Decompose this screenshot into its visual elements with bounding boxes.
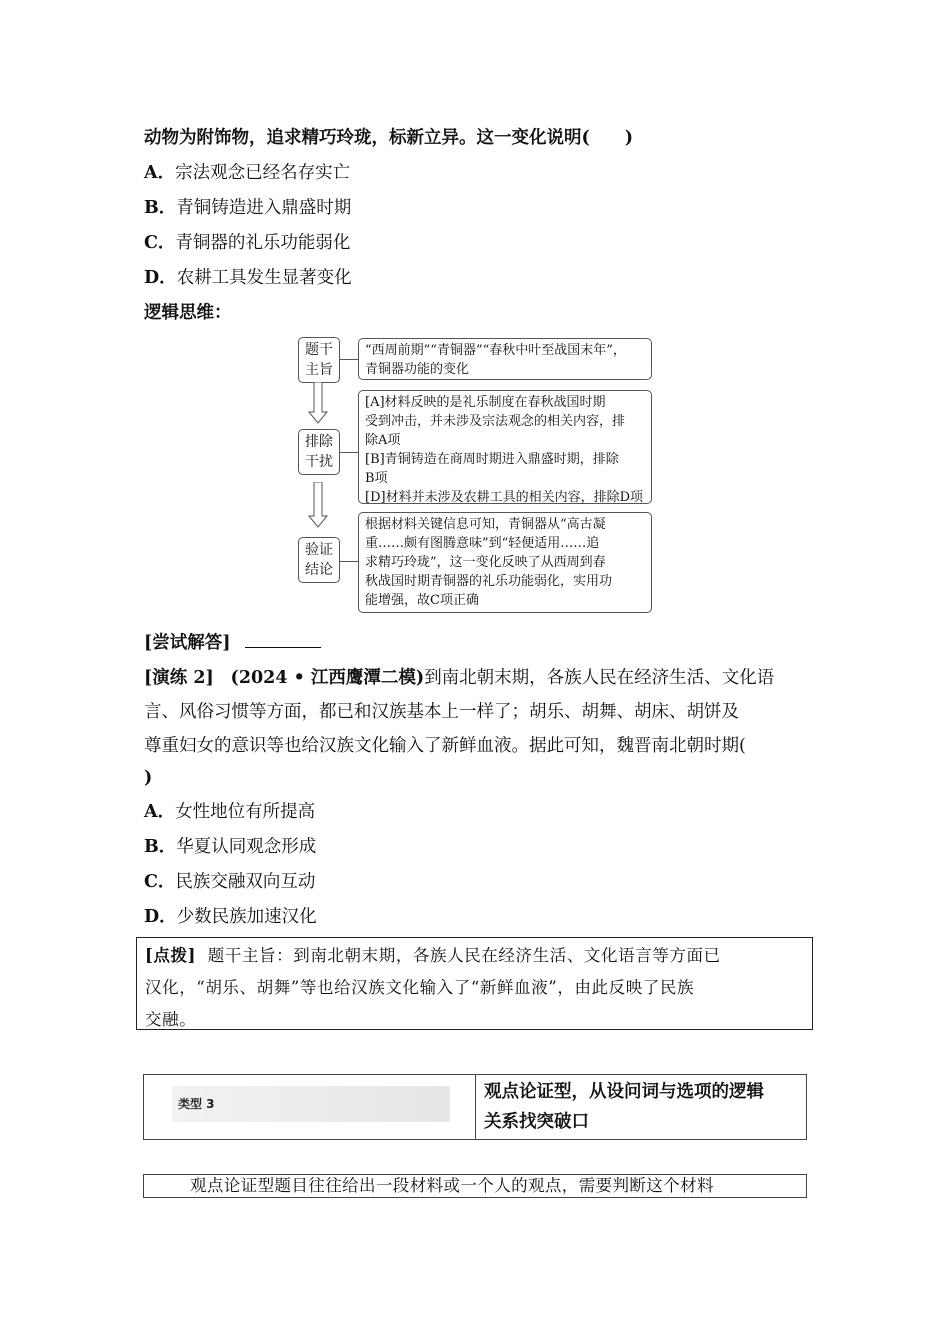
step-verify xyxy=(298,537,340,583)
hint-line xyxy=(145,940,804,972)
step-line: 排除 xyxy=(305,434,333,450)
step-exclude xyxy=(298,429,340,475)
box-line: [A]材料反映的是礼乐制度在春秋战国时期 xyxy=(365,395,606,410)
box-line: “西周前期”“青铜器”“春秋中叶至战国末年”， xyxy=(365,343,626,358)
hint-text: 题干主旨：到南北朝末期，各族人民在经济生活、文化语言等方面已 xyxy=(207,946,721,965)
connector xyxy=(339,452,358,453)
step-line: 结论 xyxy=(305,562,333,578)
option-letter: C． xyxy=(144,872,176,892)
question-text: 到南北朝末期，各族人民在经济生活、文化语 xyxy=(424,668,775,688)
box-line: 受到冲击，并未涉及宗法观念的相关内容，排 xyxy=(365,414,626,429)
box-line: 能增强，故C项正确 xyxy=(365,593,479,608)
drill-label: [演练 2] xyxy=(144,668,214,688)
hint-line: 汉化，“胡乐、胡舞”等也给汉族文化输入了“新鲜血液”，由此反映了民族 xyxy=(145,978,695,997)
q1-option-c[interactable] xyxy=(144,231,350,255)
step-line: 主旨 xyxy=(305,362,333,378)
question1-stem: 动物为附饰物，追求精巧玲珑，标新立异。这一变化说明( ) xyxy=(144,128,634,148)
option-letter: A． xyxy=(144,802,176,822)
type-title xyxy=(484,1077,764,1137)
step-line: 干扰 xyxy=(305,454,333,470)
q2-option-a[interactable] xyxy=(144,800,315,824)
logic-label: 逻辑思维： xyxy=(144,303,232,323)
question2-line: 尊重妇女的意识等也给汉族文化输入了新鲜血液。据此可知，魏晋南北朝时期( xyxy=(144,736,746,756)
type-badge-label: 类型 3 xyxy=(178,1097,215,1111)
step-theme xyxy=(298,337,340,383)
box-line: [B]青铜铸造在商周时期进入鼎盛时期，排除 xyxy=(365,452,619,467)
theme-box xyxy=(358,338,652,380)
option-text: 青铜器的礼乐功能弱化 xyxy=(175,233,351,253)
box-line: 求精巧玲珑”，这一变化反映了从西周到春 xyxy=(365,555,606,570)
connector xyxy=(339,359,358,360)
try-answer-label: [尝试解答] xyxy=(144,633,231,653)
option-letter: C． xyxy=(144,233,176,253)
type-title-line: 观点论证型，从设问词与选项的逻辑 xyxy=(484,1082,764,1102)
option-letter: D． xyxy=(144,268,177,288)
option-text: 女性地位有所提高 xyxy=(175,802,316,822)
q1-option-a[interactable] xyxy=(144,161,350,185)
question2-first-line xyxy=(144,666,774,690)
q2-option-d[interactable] xyxy=(144,905,317,929)
answer-blank[interactable] xyxy=(245,631,321,648)
hint-line: 交融。 xyxy=(145,1010,197,1029)
option-text: 华夏认同观念形成 xyxy=(176,837,317,857)
type-badge xyxy=(172,1086,450,1122)
connector xyxy=(339,561,358,562)
q1-option-d[interactable] xyxy=(144,266,352,290)
type-intro-text: 观点论证型题目往往给出一段材料或一个人的观点，需要判断这个材料 xyxy=(143,1174,807,1198)
option-letter: A． xyxy=(144,163,176,183)
question2-line: ) xyxy=(144,768,153,788)
question2-line: 言、风俗习惯等方面，都已和汉族基本上一样了；胡乐、胡舞、胡床、胡饼及 xyxy=(144,702,739,722)
q2-option-c[interactable] xyxy=(144,870,315,894)
box-line: [D]材料并未涉及农耕工具的相关内容，排除D项 xyxy=(365,490,643,505)
option-text: 少数民族加速汉化 xyxy=(176,907,317,927)
type-badge-cell xyxy=(144,1075,476,1139)
box-line: 除A项 xyxy=(365,433,401,448)
down-arrow-icon xyxy=(308,482,328,528)
option-text: 农耕工具发生显著变化 xyxy=(176,268,352,288)
option-text: 民族交融双向互动 xyxy=(175,872,316,892)
verify-box xyxy=(358,512,652,613)
try-answer xyxy=(144,631,321,655)
option-text: 宗法观念已经名存实亡 xyxy=(175,163,351,183)
box-line: 重……颇有图腾意味”到“轻便适用……追 xyxy=(365,536,600,551)
q1-option-b[interactable] xyxy=(144,196,351,220)
step-line: 验证 xyxy=(305,542,333,558)
option-text: 青铜铸造进入鼎盛时期 xyxy=(176,198,352,218)
down-arrow-icon xyxy=(308,382,328,424)
option-letter: D． xyxy=(144,907,177,927)
q2-option-b[interactable] xyxy=(144,835,316,859)
hint-label: [点拨] xyxy=(145,946,197,965)
box-line: 根据材料关键信息可知，青铜器从“高古凝 xyxy=(365,517,606,532)
box-line: 秋战国时期青铜器的礼乐功能弱化，实用功 xyxy=(365,574,613,589)
step-line: 题干 xyxy=(305,342,333,358)
box-line: 青铜器功能的变化 xyxy=(365,362,470,377)
type-header-table xyxy=(143,1074,807,1140)
option-letter: B． xyxy=(144,837,177,857)
type-title-line: 关系找突破口 xyxy=(484,1112,589,1132)
box-line: B项 xyxy=(365,471,388,486)
exclude-box xyxy=(358,390,652,504)
question-source: (2024 • 江西鹰潭二模) xyxy=(230,668,425,688)
option-letter: B． xyxy=(144,198,177,218)
hint-box xyxy=(136,937,813,1030)
